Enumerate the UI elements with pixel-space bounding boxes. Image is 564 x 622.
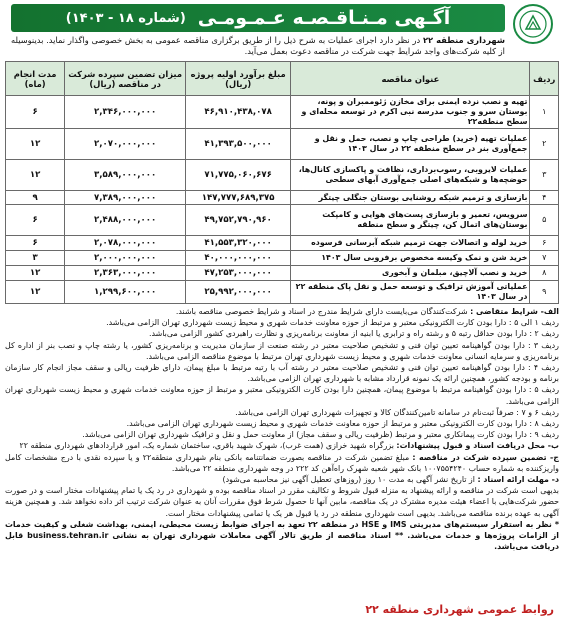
table-row: [6, 96, 559, 129]
public-relations-signature: روابط عمومی شهرداری منطقه ۲۲: [365, 603, 554, 616]
row-estimate: ۴۱,۵۵۳,۳۲۰,۰۰۰: [185, 236, 290, 251]
final-paragraph: بدیهی است شرکت در مناقصه و ارائه پیشنهاد به منزله قبول شروط و تکالیف مقرر در اسناد مناقصه بوده و شهرداری در رد یک یا تمام پیشنهادات مختار است و در صورت حضور شرکت‌هایی با اعضاء هیئت مدیره مشترک در یک مناقصه، مابین آنها تا حصول شرط فوق مقررات آنان به عنوان شرکت ترتیب اثر داده نخواهد شد. و همچنین هزینه آگهی به عهده برنده مناقصه می‌باشد. بدیهی است شهرداری منطقه در رد یا قبول هر یک یا تمامی پیشنهادات مختار است.: [5, 486, 559, 518]
row-estimate: ۲۵,۹۹۲,۰۰۰,۰۰۰: [185, 281, 290, 304]
row-estimate: ۴۰,۰۰۰,۰۰۰,۰۰۰: [185, 251, 290, 266]
row-title: تهیه و نصب نرده ایمنی برای مخازن ژئوممبران و پونه، بوستان سرو و جنوب مدرسه نبی اکرم در توسعه محله‌ای و سطح منطقه۲۲: [291, 96, 530, 129]
header-guarantee: میزان تضمین سپرده شرکت در مناقصه (ریال): [65, 62, 186, 96]
row-estimate: ۴۶,۹۱۰,۴۳۸,۰۷۸: [185, 96, 290, 129]
row-number: ۳: [530, 160, 559, 191]
row-guarantee: ۳,۵۸۹,۰۰۰,۰۰۰: [65, 160, 186, 191]
row-guarantee: ۷,۳۸۹,۰۰۰,۰۰۰: [65, 191, 186, 205]
jim-text: مبلغ تضمین شرکت در مناقصه بصورت ضمانتنامه بانکی بنام شهرداری منطقه۲۲ و یا سپرده نقدی با درج مشخصات کامل واریزکننده به شماره حساب ۱۰۰۷۵۵۴۲۴۰ بانک شهر شعبه شهرک راه‌آهن کد ۲۲۲ در وجه شهرداری منطقه ۲۲ می‌باشد.: [5, 452, 559, 473]
row-number: ۶: [530, 236, 559, 251]
header-estimate: مبلغ برآورد اولیه پروژه (ریال): [185, 62, 290, 96]
title-banner: [11, 4, 505, 32]
row-duration: ۱۲: [6, 129, 65, 160]
table-header-row: [6, 62, 559, 96]
row-estimate: ۱۴۷,۷۷۷,۶۸۹,۳۷۵: [185, 191, 290, 205]
jim-heading: ج- تضمین سپرده شرکت در مناقصه :: [412, 452, 559, 462]
management-note: * نظر به استقرار سیستم‌های مدیریتی IMS و HSE در منطقه ۲۲ تعهد به اجرای ضوابط زیست محیطی، ایمنی، بهداشت شغلی و کیفیت خدمات از الزامات پروژه‌ها و خدمات می‌باشد. ** اسناد مناقصه از طریق تالار آگهی معاملات شهرداری تهران به نشانی business.tehran.ir قابل دریافت می‌باشد.: [5, 519, 559, 552]
row-duration: ۱۲: [6, 160, 65, 191]
table-row: [6, 251, 559, 266]
tender-table: [5, 61, 559, 304]
row-guarantee: ۱,۲۹۹,۶۰۰,۰۰۰: [65, 281, 186, 304]
condition-line: ردیف ۳ : دارا بودن گواهینامه تعیین توان فنی و تشخیص صلاحیت معتبر در رشته صنعت از سازمان مدیریت و برنامه‌ریزی کشور، یا رشته چاپ و نصب بنر از اداره کل برنامه‌ریزی و سرمایه انسانی معاونت خدمات شهری و محیط زیست شهرداری تهران مرتبط با موضوع مناقصه الزامی می‌باشد.: [5, 340, 559, 361]
table-row: [6, 205, 559, 236]
header-title: عنوان مناقصه: [291, 62, 530, 96]
row-number: ۱: [530, 96, 559, 129]
condition-line: ردیف ۶ و ۷ : صرفاً ثبت‌نام در سامانه تامین‌کنندگان کالا و تجهیزات شهرداری تهران الزامی می‌باشد.: [235, 407, 559, 417]
row-estimate: ۷۱,۷۷۵,۰۶۰,۶۷۶: [185, 160, 290, 191]
intro-paragraph: [11, 35, 505, 57]
row-duration: ۶: [6, 236, 65, 251]
row-estimate: ۴۷,۲۵۳,۰۰۰,۰۰۰: [185, 266, 290, 281]
header-duration: مدت انجام (ماه): [6, 62, 65, 96]
row-title: عملیات لایروبی، رسوب‌برداری، نظافت و پاکسازی کانال‌ها، حوضچه‌ها و شبکه‌های اصلی جمع‌آوری آبهای سطحی: [291, 160, 530, 191]
row-number: ۴: [530, 191, 559, 205]
table-row: [6, 191, 559, 205]
row-title: بازسازی و ترمیم شبکه روشنایی بوستان جنگلی چیتگر: [291, 191, 530, 205]
row-guarantee: ۲,۰۰۰,۰۰۰,۰۰۰: [65, 251, 186, 266]
dal-heading: د- مهلت ارائه اسناد :: [477, 475, 559, 485]
condition-line: ردیف ۴ : دارا بودن گواهینامه تعیین توان فنی و تشخیص صلاحیت معتبر در رشته آب با رتبه مرتبط با مبلغ پیمان، دارای ظرفیت ریالی و سقف مجاز انجام کار سازمان برنامه و بودجه کشور، همچنین ارائه یک نمونه قرارداد مشابه با شهرداری تهران الزامی می‌باشد.: [5, 363, 559, 384]
row-estimate: ۴۱,۳۹۳,۵۰۰,۰۰۰: [185, 129, 290, 160]
be-heading: ب- محل دریافت اسناد و قبول پیشنهادات:: [396, 441, 559, 451]
table-row: [6, 281, 559, 304]
row-duration: ۹: [6, 191, 65, 205]
municipality-logo: [513, 4, 553, 44]
row-guarantee: ۲,۳۶۳,۰۰۰,۰۰۰: [65, 266, 186, 281]
row-number: ۷: [530, 251, 559, 266]
table-row: [6, 236, 559, 251]
condition-be: [5, 440, 559, 451]
row-guarantee: ۲,۰۷۰,۰۰۰,۰۰۰: [65, 129, 186, 160]
row-title: عملیات تهیه (خرید) طراحی چاپ و نصب، حمل و نقل و جمع‌آوری بنر در سطح منطقه ۲۲ در سال ۱۴۰۳: [291, 129, 530, 160]
notice-header: [5, 4, 559, 60]
tender-conditions: [5, 306, 559, 552]
municipality-emblem-icon: [518, 9, 548, 39]
be-text: بزرگراه شهید خرازی (همت غرب)، شهرک شهید باقری، ساختمان شماره یک، امور قراردادهای شهرداری منطقه ۲۲: [19, 441, 394, 451]
notice-number: (شماره ۱۸ - ۱۴۰۳): [65, 10, 186, 26]
row-duration: ۶: [6, 205, 65, 236]
row-number: ۵: [530, 205, 559, 236]
row-number: ۸: [530, 266, 559, 281]
condition-line: ردیف ۹ : دارا بودن کارت پیمانکاری معتبر و مرتبط (ظرفیت ریالی و سقف مجاز) از معاونت حمل و نقل و ترافیک شهرداری تهران الزامی می‌باشد.: [82, 430, 559, 440]
row-title: سرویس، تعمیر و بازسازی پست‌های هوایی و کامپکت بوستان‌های اتمال کن، چیتگر و سطح منطقه: [291, 205, 530, 236]
row-number: ۹: [530, 281, 559, 304]
alef-heading: الف- شرایط متقاضی :: [470, 307, 559, 316]
row-duration: ۳: [6, 251, 65, 266]
table-row: [6, 266, 559, 281]
row-duration: ۱۲: [6, 281, 65, 304]
table-row: [6, 160, 559, 191]
condition-alef: [5, 306, 559, 317]
row-number: ۲: [530, 129, 559, 160]
row-guarantee: ۲,۳۴۶,۰۰۰,۰۰۰: [65, 96, 186, 129]
intro-organization: شهرداری منطقه ۲۲: [422, 35, 505, 45]
row-title: خرید لوله و اتصالات جهت ترمیم شبکه آبرسانی فرسوده: [291, 236, 530, 251]
condition-line: ردیف ۸ : دارا بودن کارت الکترونیکی معتبر و مرتبط از حوزه معاونت خدمات شهری و محیط زیست شهرداری تهران الزامی می‌باشد.: [126, 419, 559, 429]
row-duration: ۱۲: [6, 266, 65, 281]
notice-title: آگـهی مـنـاقـصـه عـمـومـی: [197, 7, 451, 29]
row-duration: ۶: [6, 96, 65, 129]
row-guarantee: ۲,۰۷۸,۰۰۰,۰۰۰: [65, 236, 186, 251]
dal-text: از تاریخ نشر آگهی به مدت ۱۰ روز (روزهای تعطیل آگهی نیز محاسبه می‌شود): [222, 475, 475, 485]
condition-line: ردیف ۵ : دارا بودن گواهینامه مرتبط با موضوع پیمان، همچنین دارا بودن کارت الکترونیکی معتبر و مرتبط از حوزه معاونت خدمات شهری و محیط زیست شهرداری تهران الزامی می‌باشد.: [5, 385, 560, 406]
intro-text: در نظر دارد اجرای عملیات به شرح ذیل را از طریق برگزاری مناقصه عمومی به بخش خصوصی واگذار نماید. بدینوسیله از کلیه شرکت‌های واجد شرایط جهت شرکت در مناقصه دعوت بعمل می‌آید.: [11, 35, 505, 56]
condition-jim: [5, 452, 559, 474]
row-title: خرید و نصب آلاچیق، مبلمان و آبخوری: [291, 266, 530, 281]
table-row: [6, 129, 559, 160]
condition-line: ردیف ۱ الی ۵ : دارا بودن کارت الکترونیکی معتبر و مرتبط از حوزه معاونت خدمات شهری و محیط زیست شهرداری تهران الزامی می‌باشد.: [106, 318, 559, 328]
row-guarantee: ۲,۴۸۸,۰۰۰,۰۰۰: [65, 205, 186, 236]
row-title: عملیاتی آموزش ترافیک و توسعه حمل و نقل پاک منطقه ۲۲ در سال ۱۴۰۳: [291, 281, 530, 304]
row-estimate: ۴۹,۷۵۲,۷۹۰,۹۶۰: [185, 205, 290, 236]
condition-line: ردیف ۲ : دارا بودن حداقل رتبه ۵ و رشته راه و ترابری یا ابنیه از معاونت برنامه‌ریزی و نظارت راهبردی کشور الزامی می‌باشد.: [149, 329, 559, 339]
alef-text: شرکت‌کنندگان می‌بایست دارای شرایط مندرج در اسناد و شرایط خصوصی مناقصه باشند.: [175, 307, 468, 316]
header-row-number: ردیف: [530, 62, 559, 96]
condition-dal: [5, 474, 559, 485]
row-title: خرید شن و نمک وکیسه مخصوص برفروبی سال ۱۴۰۳: [291, 251, 530, 266]
